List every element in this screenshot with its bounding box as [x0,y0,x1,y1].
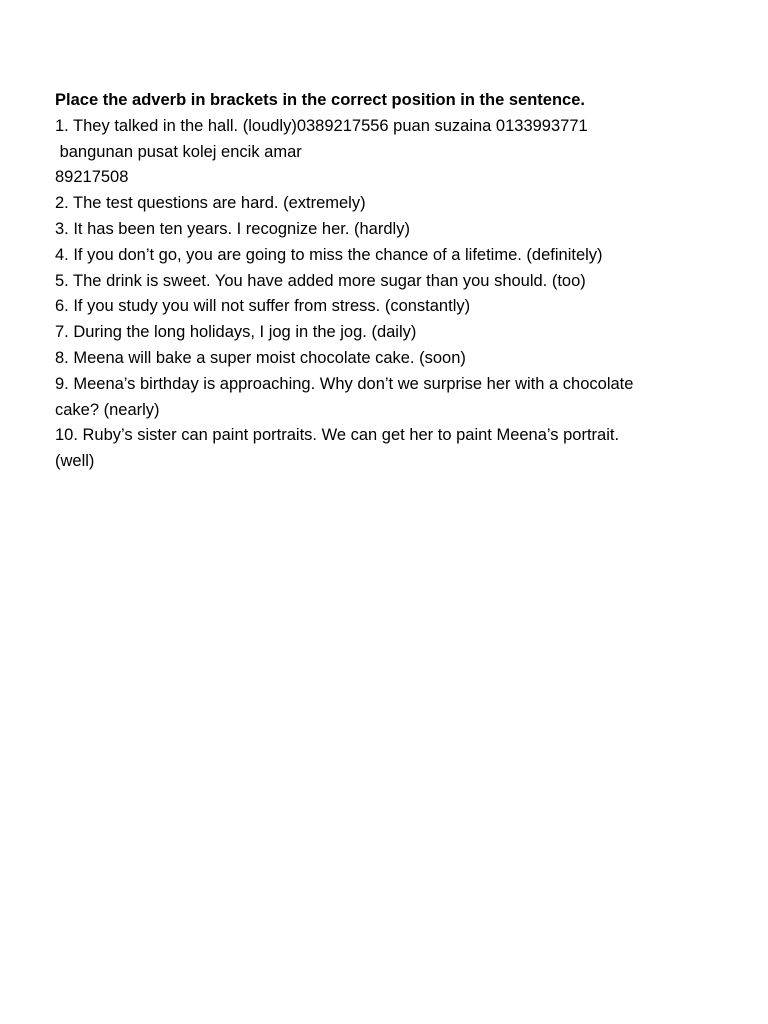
exercise-line: 4. If you don’t go, you are going to miss the chance of a lifetime. (definitely) [55,245,603,264]
exercise-line: 1. They talked in the hall. (loudly)0389217556 puan suzaina 0133993771 [55,116,588,135]
exercise-line: 8. Meena will bake a super moist chocolate cake. (soon) [55,348,466,367]
exercise-line: 89217508 [55,168,129,187]
exercise-line: 2. The test questions are hard. (extremely) [55,194,366,213]
exercise-text [55,88,745,475]
exercise-line: 6. If you study you will not suffer from stress. (constantly) [55,297,471,316]
exercise-line: (well) [55,452,95,471]
exercise-line: cake? (nearly) [55,400,160,419]
exercise-line: 9. Meena’s birthday is approaching. Why don’t we surprise her with a chocolate [55,374,634,393]
exercise-heading: Place the adverb in brackets in the correct position in the sentence. [55,91,585,109]
exercise-line: 7. During the long holidays, I jog in the jog. (daily) [55,323,417,342]
exercise-line: 3. It has been ten years. I recognize her. (hardly) [55,219,410,238]
exercise-line: 5. The drink is sweet. You have added more sugar than you should. (too) [55,271,586,290]
exercise-line: bangunan pusat kolej encik amar [55,142,302,161]
exercise-line: 10. Ruby’s sister can paint portraits. We can get her to paint Meena’s portrait. [55,426,620,445]
